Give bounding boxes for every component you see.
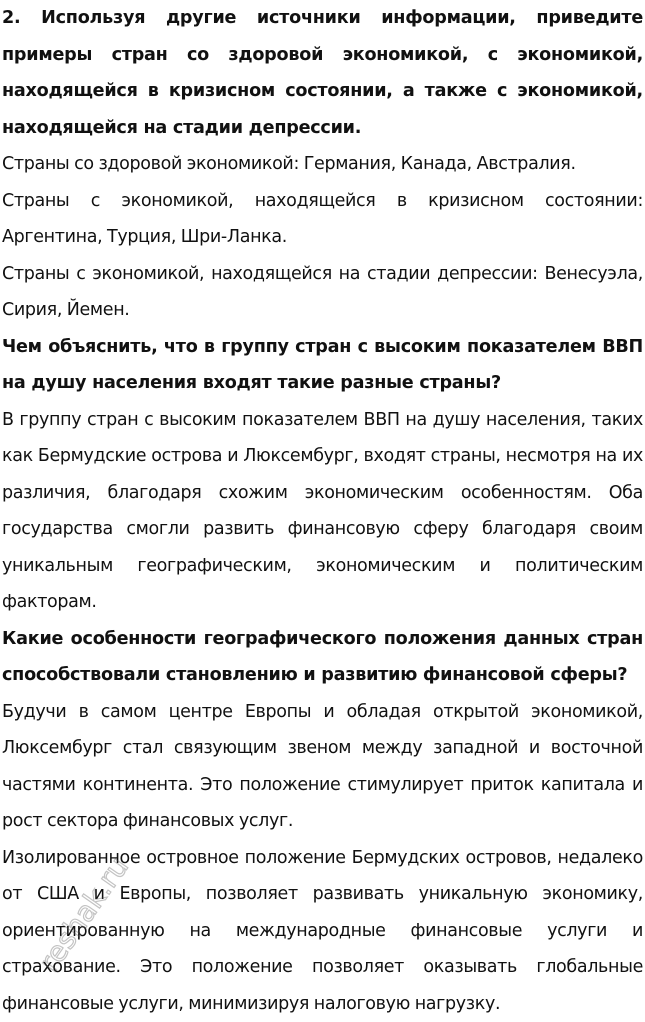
answer-gdp: В группу стран с высоким показателем ВВП на душу населения, таких как Бермудские острова и Люксембург, входят страны, несмотря на их различия, благодаря схожим экономическим особенностям. Оба государства смогли развить финансовую сферу благодаря своим уникальным географическим, экономическим и политическим факторам. — [2, 409, 643, 612]
answer-healthy-economies: Страны со здоровой экономикой: Германия, Канада, Австралия. — [2, 154, 576, 174]
document-page — [2, 0, 643, 1022]
watermark-text: reshak.ru — [32, 850, 136, 978]
answer-depression-economies: Страны с экономикой, находящейся на стадии депрессии: Венесуэла, Сирия, Йемен. — [2, 263, 643, 320]
question-geography-heading: Какие особенности географического положения данных стран способствовали становлению и развитию финансовой сферы? — [2, 628, 643, 685]
answer-bermuda: Изолированное островное положение Бермудских островов, недалеко от США и Европы, позволяет развивать уникальную экономику, ориентированную на международные финансовые услуги и страхование. Это положение позволяет оказывать глобальные финансовые услуги, минимизируя налоговую нагрузку. — [2, 847, 643, 1014]
question-gdp-heading: Чем объяснить, что в группу стран с высоким показателем ВВП на душу населения входят такие разные страны? — [2, 336, 643, 393]
answer-crisis-economies: Страны с экономикой, находящейся в кризисном состоянии: Аргентина, Турция, Шри-Ланка. — [2, 190, 643, 247]
task-heading: 2. Используя другие источники информации, приведите примеры стран со здоровой экономикой, с экономикой, находящейся в кризисном состоянии, а также с экономикой, находящейся на стадии депрессии. — [2, 8, 643, 138]
answer-luxembourg: Будучи в самом центре Европы и обладая открытой экономикой, Люксембург стал связующим звеном между западной и восточной частями континента. Это положение стимулирует приток капитала и рост сектора финансовых услуг. — [2, 701, 643, 831]
